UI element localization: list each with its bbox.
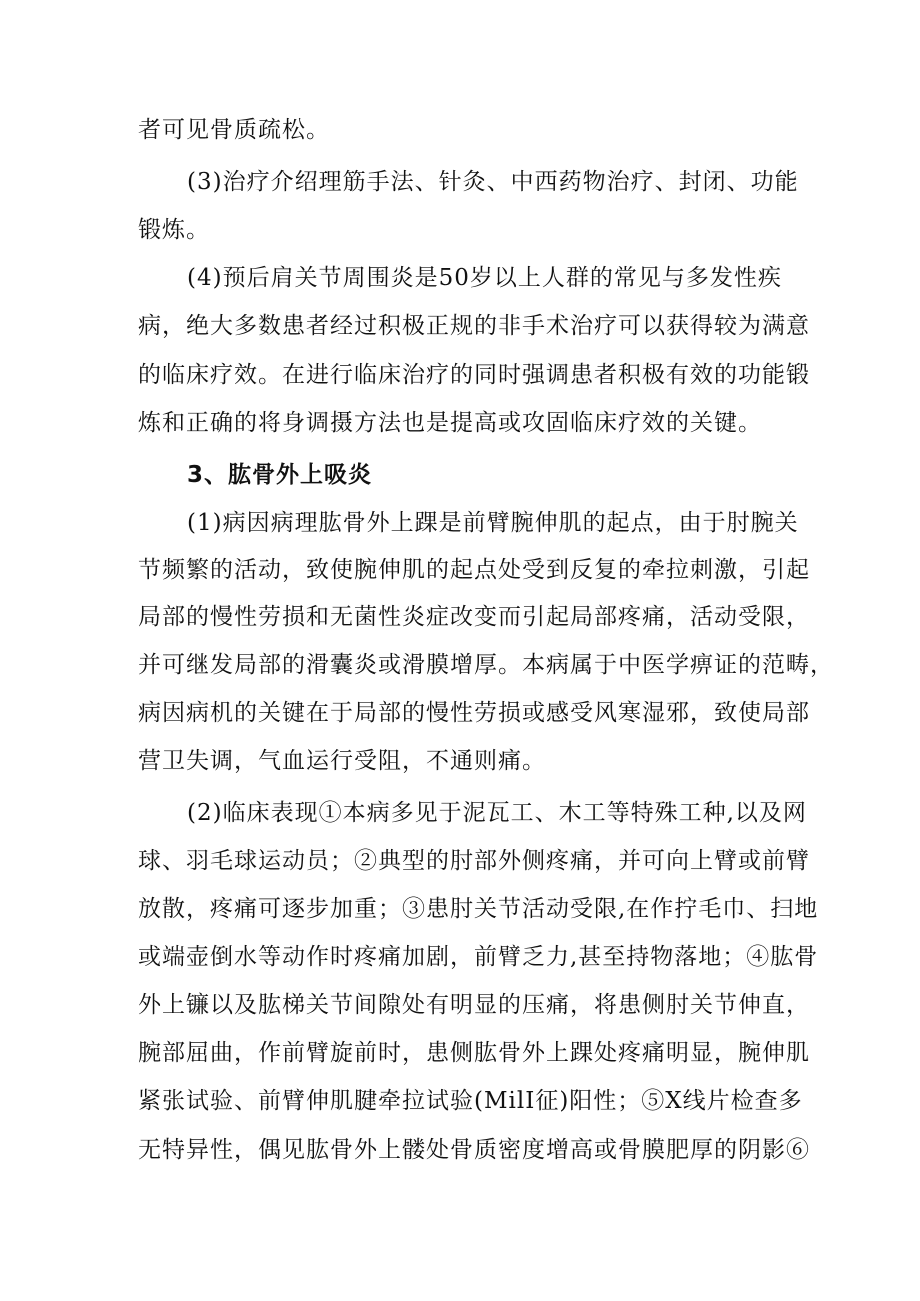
paragraph-line: 病因病机的关键在于局部的慢性劳损或感受风寒湿邪，致使局部	[138, 700, 810, 726]
paragraph-line: 紧张试验、前臂伸肌腱牵拉试验(MilI征)阳性；⑤X线片检查多	[138, 1088, 803, 1114]
paragraph-line: 病，绝大多数患者经过积极正规的非手术治疗可以获得较为满意	[138, 313, 810, 339]
paragraph-line: 者可见骨质疏松。	[138, 117, 330, 143]
paragraph-line: 放散，疼痛可逐步加重；③患肘关节活动受限,在作拧毛巾、扫地	[138, 896, 819, 922]
paragraph-line: 锻炼。	[138, 217, 210, 243]
paragraph-line: 营卫失调，气血运行受阻，不通则痛。	[138, 748, 546, 774]
paragraph-line: 局部的慢性劳损和无菌性炎症改变而引起局部疼痛，活动受限，	[138, 604, 810, 630]
paragraph-line: (4)预后肩关节周围炎是50岁以上人群的常见与多发性疾	[187, 265, 782, 291]
paragraph-line: 球、羽毛球运动员；②典型的肘部外侧疼痛，并可向上臂或前臂	[138, 848, 810, 874]
paragraph-line: 外上镰以及肱梯关节间隙处有明显的压痛，将患侧肘关节伸直，	[138, 992, 810, 1018]
paragraph-line: (1)病因病理肱骨外上踝是前臂腕伸肌的起点，由于肘腕关	[187, 510, 799, 536]
paragraph-line: 炼和正确的将身调摄方法也是提高或攻固临床疗效的关键。	[138, 410, 762, 436]
paragraph-line: (2)临床表现①本病多见于泥瓦工、木工等特殊工种,以及网	[187, 800, 807, 826]
paragraph-line: 或端壶倒水等动作时疼痛加剧，前臂乏力,甚至持物落地；④肱骨	[138, 944, 819, 970]
paragraph-line: 节频繁的活动，致使腕伸肌的起点处受到反复的牵拉刺激，引起	[138, 557, 810, 583]
paragraph-line: 并可继发局部的滑囊炎或滑膜增厚。本病属于中医学痹证的范畴，	[138, 652, 834, 678]
section-heading: 3、肱骨外上吸炎	[187, 462, 373, 488]
paragraph-line: (3)治疗介绍理筋手法、针灸、中西药物治疗、封闭、功能	[187, 169, 799, 195]
paragraph-line: 无特异性，偶见肱骨外上髅处骨质密度增高或骨膜肥厚的阴影⑥	[138, 1137, 810, 1163]
paragraph-line: 的临床疗效。在进行临床治疗的同时强调患者积极有效的功能锻	[138, 362, 810, 388]
paragraph-line: 腕部屈曲，作前臂旋前时，患侧肱骨外上踝处疼痛明显，腕伸肌	[138, 1040, 810, 1066]
